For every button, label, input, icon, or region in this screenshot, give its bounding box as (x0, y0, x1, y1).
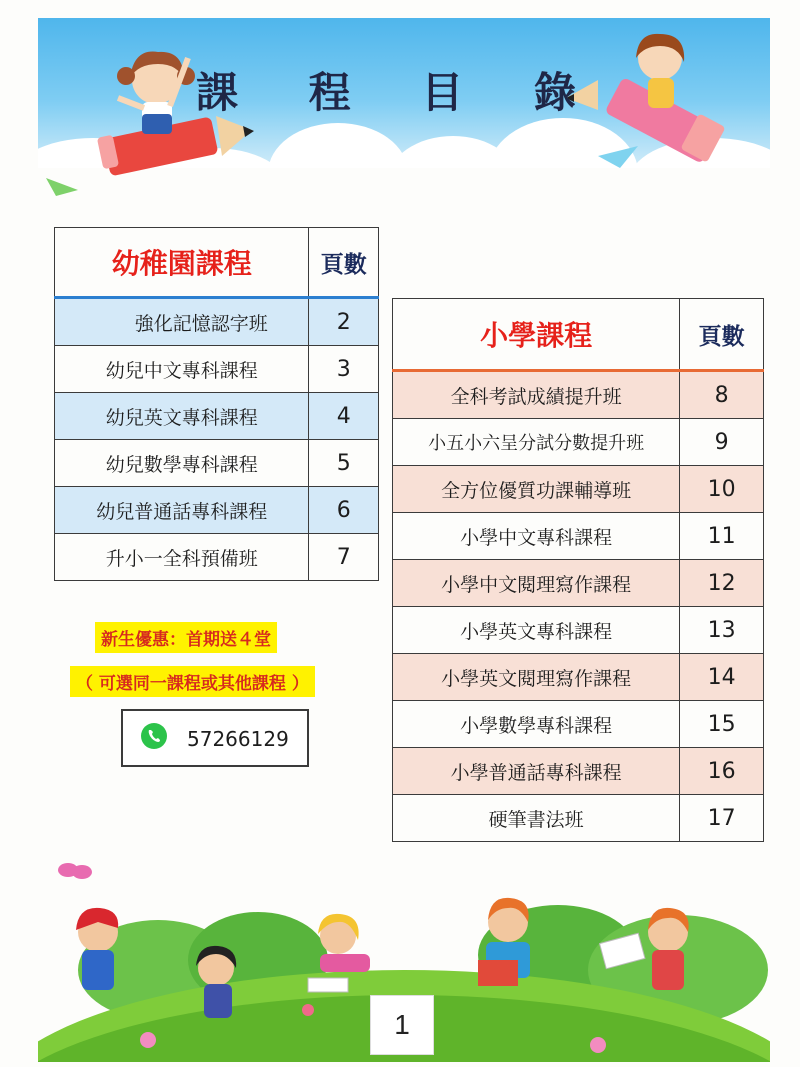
table-row (393, 701, 764, 748)
table-row (393, 466, 764, 513)
course-page: 10 (680, 466, 764, 513)
course-page: 8 (680, 371, 764, 419)
table-row (393, 513, 764, 560)
course-name: 小學英文閱理寫作課程 (393, 654, 680, 701)
course-page: 6 (309, 487, 379, 534)
course-page: 13 (680, 607, 764, 654)
primary-page-header: 頁數 (680, 299, 764, 371)
kindergarten-page-header: 頁數 (309, 228, 379, 298)
contact-box (121, 709, 309, 767)
course-name: 小學中文閱理寫作課程 (393, 560, 680, 607)
course-page: 16 (680, 748, 764, 795)
course-page: 17 (680, 795, 764, 842)
course-name: 小學英文專科課程 (393, 607, 680, 654)
course-name: 全科考試成績提升班 (393, 371, 680, 419)
phone-number: 57266129 (187, 727, 289, 751)
table-row (55, 393, 379, 440)
kindergarten-table-header (55, 228, 379, 298)
course-name: 小五小六呈分試分數提升班 (393, 419, 680, 466)
course-page: 5 (309, 440, 379, 487)
table-row (393, 607, 764, 654)
course-page: 15 (680, 701, 764, 748)
course-page: 9 (680, 419, 764, 466)
primary-table-header (393, 299, 764, 371)
whatsapp-icon (141, 723, 167, 749)
table-row (393, 371, 764, 419)
course-name: 全方位優質功課輔導班 (393, 466, 680, 513)
course-page: 12 (680, 560, 764, 607)
table-row (393, 654, 764, 701)
course-name: 小學數學專科課程 (393, 701, 680, 748)
primary-header: 小學課程 (393, 299, 680, 371)
course-page: 2 (309, 298, 379, 346)
course-name: 幼兒數學專科課程 (55, 440, 309, 487)
course-name: 幼兒普通話專科課程 (55, 487, 309, 534)
course-page: 14 (680, 654, 764, 701)
course-page: 3 (309, 346, 379, 393)
course-name: 幼兒中文專科課程 (55, 346, 309, 393)
course-page: 7 (309, 534, 379, 581)
table-row (55, 346, 379, 393)
page-number: 1 (370, 995, 434, 1055)
course-name: 小學普通話專科課程 (393, 748, 680, 795)
table-row (55, 440, 379, 487)
course-name: 小學中文專科課程 (393, 513, 680, 560)
course-page: 4 (309, 393, 379, 440)
table-row (55, 298, 379, 346)
kindergarten-course-table (54, 227, 379, 581)
table-row (393, 748, 764, 795)
course-name: 幼兒英文專科課程 (55, 393, 309, 440)
table-row (55, 487, 379, 534)
course-page: 11 (680, 513, 764, 560)
table-row (55, 534, 379, 581)
primary-course-table (392, 298, 764, 842)
table-row (393, 795, 764, 842)
table-row (393, 560, 764, 607)
offer-condition: （ 可選同一課程或其他課程 ） (70, 666, 315, 697)
course-name: 硬筆書法班 (393, 795, 680, 842)
table-row (393, 419, 764, 466)
page-title: 課 程 目 錄 (196, 68, 604, 117)
new-student-offer: 新生優惠：首期送４堂 (95, 622, 277, 653)
course-name: 強化記憶認字班 (55, 298, 309, 346)
kindergarten-header: 幼稚園課程 (55, 228, 309, 298)
course-name: 升小一全科預備班 (55, 534, 309, 581)
